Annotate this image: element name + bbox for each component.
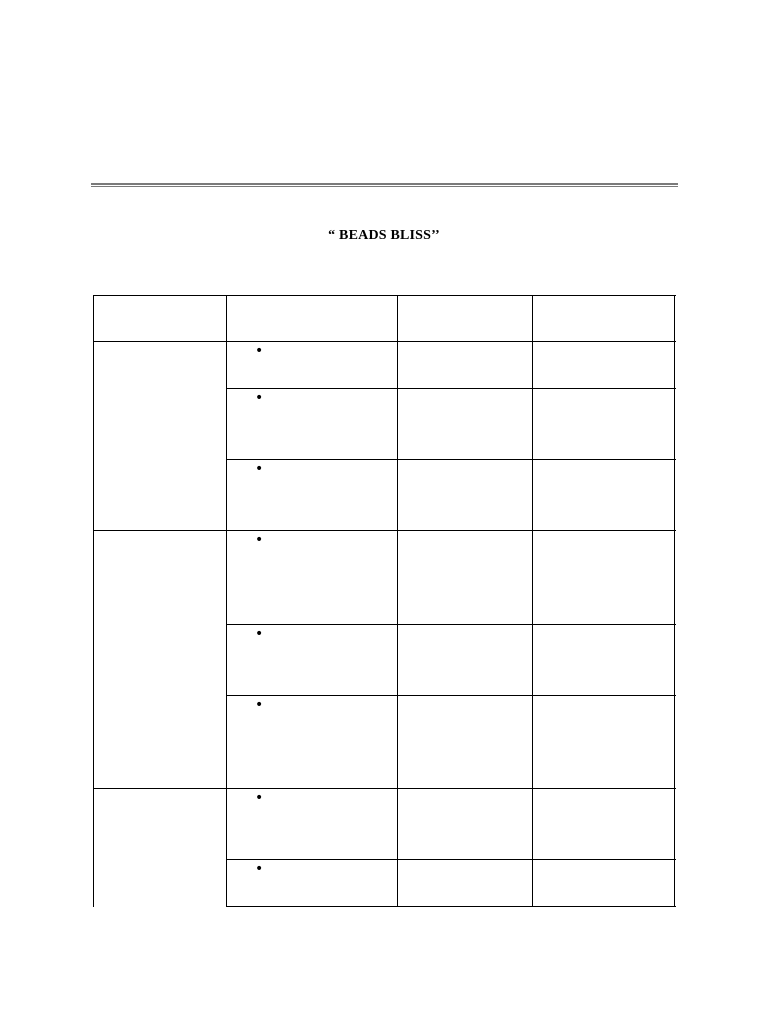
group-divider bbox=[93, 788, 676, 789]
column-divider-2 bbox=[397, 295, 398, 907]
list-bullet: • bbox=[255, 790, 264, 806]
row-divider bbox=[226, 388, 676, 389]
header-row-bottom bbox=[93, 341, 676, 342]
list-bullet: • bbox=[255, 390, 264, 406]
document-title: “ BEADS BLISS’’ bbox=[328, 228, 440, 243]
row-divider bbox=[226, 695, 676, 696]
table-border-right bbox=[674, 295, 675, 907]
list-bullet: • bbox=[255, 697, 264, 713]
row-divider bbox=[226, 859, 676, 860]
column-divider-3 bbox=[532, 295, 533, 907]
table-border-top bbox=[93, 295, 676, 296]
table-border-left bbox=[93, 295, 94, 907]
row-divider bbox=[226, 459, 676, 460]
column-divider-1 bbox=[226, 295, 227, 907]
row-divider bbox=[226, 624, 676, 625]
group-divider bbox=[93, 530, 676, 531]
list-bullet: • bbox=[255, 861, 264, 877]
list-bullet: • bbox=[255, 343, 264, 359]
list-bullet: • bbox=[255, 626, 264, 642]
table-border-bottom bbox=[226, 906, 676, 907]
list-bullet: • bbox=[255, 461, 264, 477]
list-bullet: • bbox=[255, 532, 264, 548]
